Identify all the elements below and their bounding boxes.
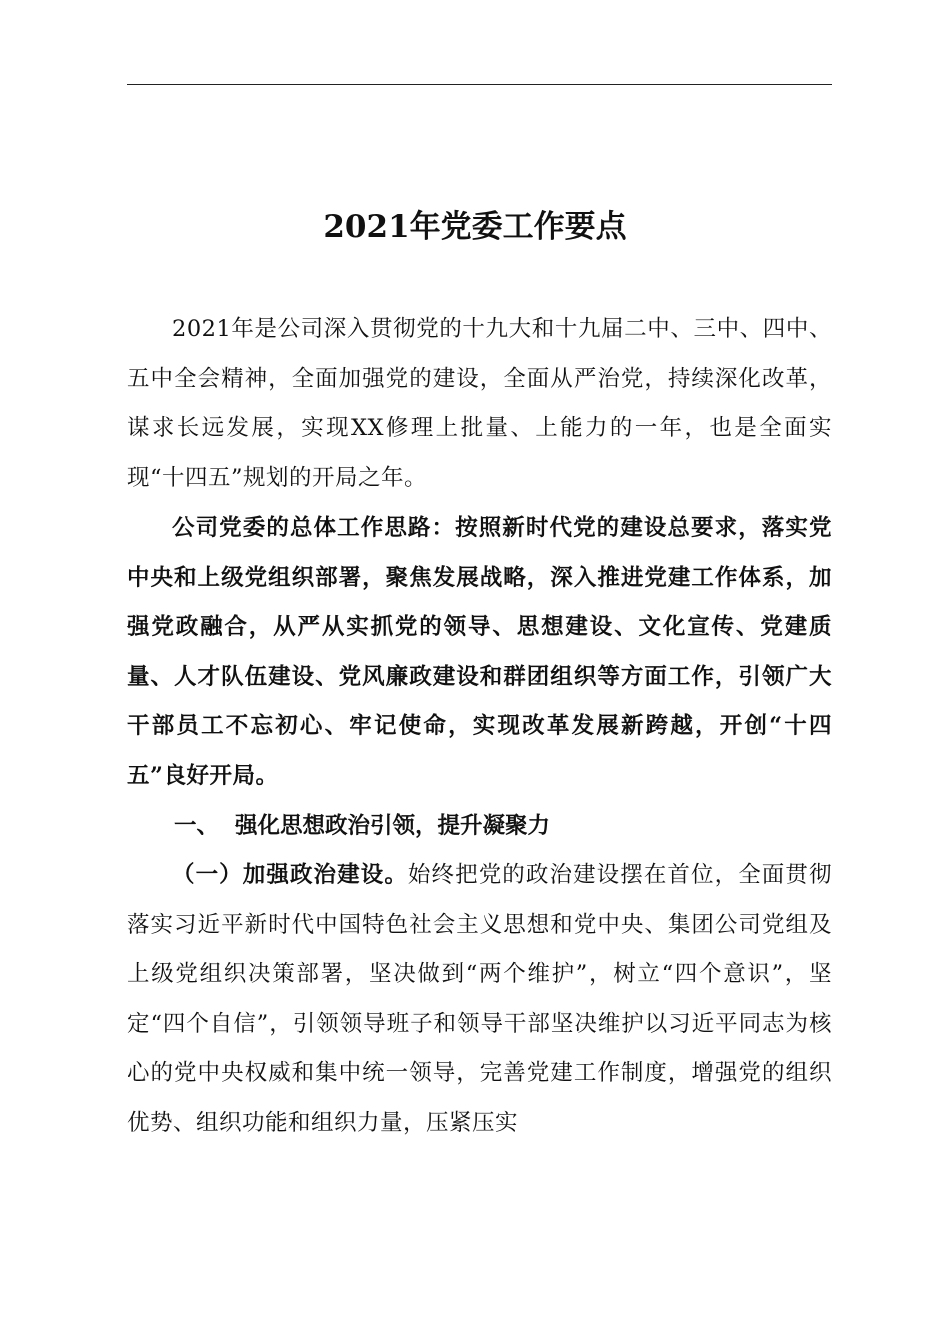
header-rule [127, 84, 832, 85]
page-title: 2021年党委工作要点 [323, 209, 627, 245]
subsection-lead: （一）加强政治建设。 [172, 862, 408, 888]
summary-paragraph: 公司党委的总体工作思路：按照新时代党的建设总要求，落实党中央和上级党组织部署，聚焦发展战略，深入推进党建工作体系，加强党政融合，从严从实抓党的领导、思想建设、文化宣传、党建质量、人才队伍建设、党风廉政建设和群团组织等方面工作，引领广大干部员工不忘初心、牢记使命，实现改革发展新跨越，开创“十四五”良好开局。 [127, 515, 832, 789]
subsection-body: 始终把党的政治建设摆在首位，全面贯彻落实习近平新时代中国特色社会主义思想和党中央、集团公司党组及上级党组织决策部署，坚决做到“两个维护”，树立“四个意识”，坚定“四个自信”，引领领导班子和领导干部坚决维护以习近平同志为核心的党中央权威和集中统一领导，完善党建工作制度，增强党的组织优势、组织功能和组织力量，压紧压实 [127, 862, 832, 1136]
section-heading-text: 强化思想政治引领，提升凝聚力 [235, 813, 551, 839]
section-heading [174, 802, 550, 852]
intro-paragraph: 2021年是公司深入贯彻党的十九大和十九届二中、三中、四中、五中全会精神，全面加强党的建设，全面从严治党，持续深化改革，谋求长远发展，实现XX修理上批量、上能力的一年，也是全面实现“十四五”规划的开局之年。 [127, 316, 832, 491]
subsection-paragraph [127, 851, 832, 1149]
section-number: 一、 [174, 813, 220, 839]
